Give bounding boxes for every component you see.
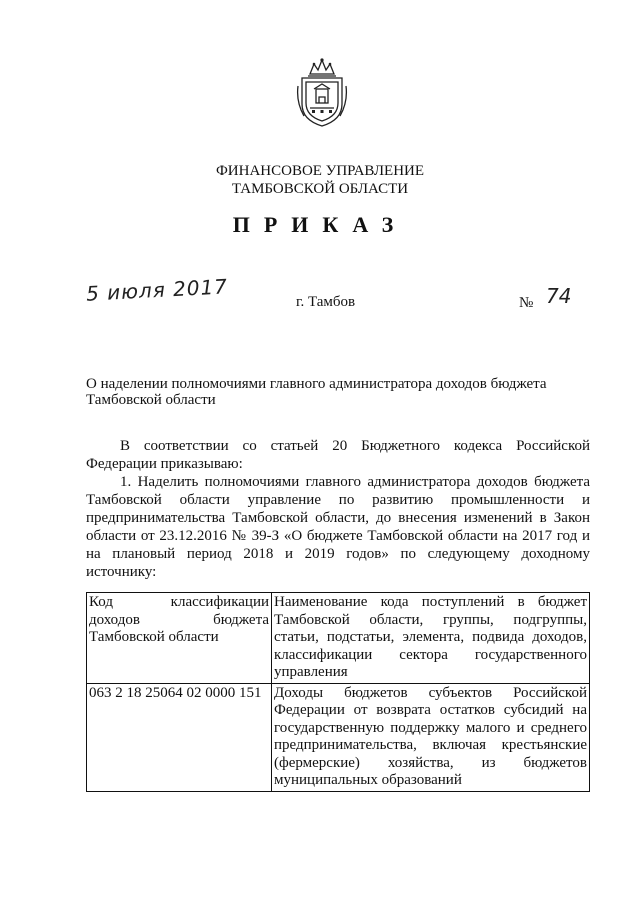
document-body bbox=[86, 437, 590, 581]
table-header-name: Наименование кода поступлений в бюджет Тамбовской области, группы, подгруппы, статьи, подстатьи, элемента, подвида доходов, классификации сектора государственного управления bbox=[272, 593, 590, 684]
organization-name-line1: ФИНАНСОВОЕ УПРАВЛЕНИЕ bbox=[215, 163, 425, 179]
handwritten-document-number: 74 bbox=[546, 284, 572, 308]
table-header-code bbox=[87, 593, 272, 684]
handwritten-date: 5 июля 2017 bbox=[85, 274, 229, 306]
organization-name-line2: ТАМБОВСКОЙ ОБЛАСТИ bbox=[231, 181, 409, 197]
coat-of-arms-icon bbox=[296, 56, 348, 128]
table-header-row bbox=[87, 593, 590, 684]
document-type-title: ПРИКАЗ bbox=[232, 212, 408, 237]
body-paragraph-item-1: 1. Наделить полномочиями главного администратора доходов бюджета Тамбовской области управление по развитию промышленности и предпринимательства Тамбовской области, до внесения изменений в Закон области от 23.12.2016 № 39-З «О бюджете Тамбовской области на 2017 год и на плановый период 2018 и 2019 годов» по следующему доходному источнику: bbox=[86, 474, 590, 580]
table-cell-code: 063 2 18 25064 02 0000 151 bbox=[87, 683, 272, 791]
document-number-label: № bbox=[519, 295, 534, 311]
table-row bbox=[87, 683, 590, 791]
document-city: г. Тамбов bbox=[296, 294, 356, 310]
table-cell-name: Доходы бюджетов субъектов Российской Федерации от возврата остатков субсидий на государственную поддержку малого и среднего предпринимательства, включая крестьянские (фермерские) хозяйства, из бюджетов муниципальных образований bbox=[272, 683, 590, 791]
table-header-code-text: Код классификации доходов бюджета Тамбовской области bbox=[89, 594, 269, 645]
revenue-code-table bbox=[86, 592, 590, 792]
document-subject: О наделении полномочиями главного администратора доходов бюджета Тамбовской области bbox=[86, 376, 547, 408]
body-paragraph-preamble: В соответствии со статьей 20 Бюджетного кодекса Российской Федерации приказываю: bbox=[86, 438, 590, 472]
